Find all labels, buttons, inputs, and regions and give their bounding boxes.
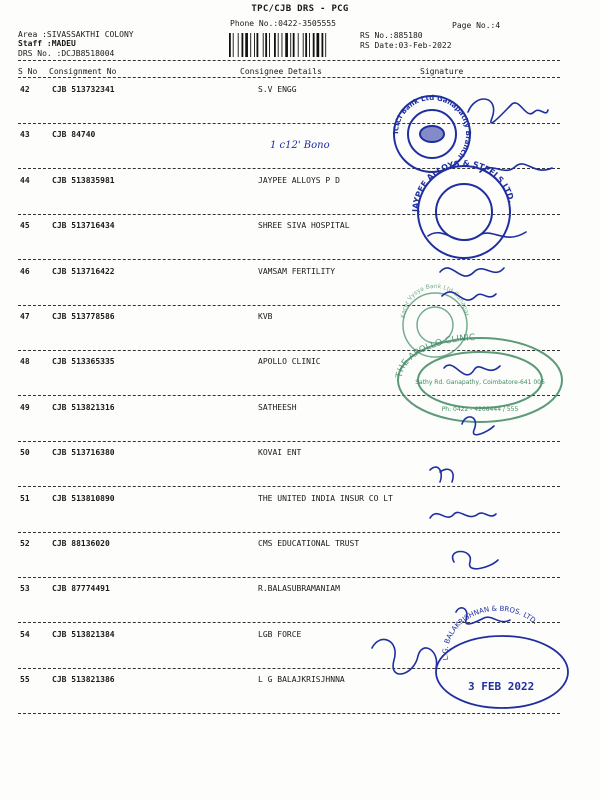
row-consignee: THE UNITED INDIA INSUR CO LT [258,494,393,503]
barcode-bar [274,33,276,57]
row-divider [18,305,560,306]
row-divider [18,123,560,124]
row-consignment-no: CJB 84740 [52,130,96,139]
handwritten-note: 1 c12' Bono [270,140,330,151]
barcode-bar [317,33,320,57]
row-consignment-no: CJB 513821316 [52,403,115,412]
table-row [0,221,600,267]
apollo-stamp-text: THE APOLLO CLINIC [394,333,476,379]
row-sno: 49 [20,403,30,412]
apollo-stamp-phone: Ph: 0422 - 4208444 / 555 [441,406,519,413]
barcode-bar [303,33,304,57]
row-consignment-no: CJB 513821386 [52,675,115,684]
row-consignment-no: CJB 87774491 [52,584,110,593]
barcode-bar [305,33,307,57]
row-consignment-no: CJB 513716434 [52,221,115,230]
table-row [0,448,600,494]
row-consignee: KOVAI ENT [258,448,302,457]
rs-date: RS Date:03-Feb-2022 [360,41,452,50]
barcode [229,33,357,57]
barcode-bar [290,33,291,57]
row-divider [18,259,560,260]
row-sno: 53 [20,584,30,593]
barcode-bar [322,33,324,57]
barcode-bar [242,33,244,57]
jaypee-stamp-text: JAYPEE ALLOYS & STEELS LTD. [410,158,516,213]
barcode-bar [265,33,267,57]
row-consignee: CMS EDUCATIONAL TRUST [258,539,360,548]
row-consignment-no: CJB 513835981 [52,176,115,185]
table-row [0,130,600,176]
header-divider [18,60,560,61]
staff-field: Staff :MADEU [18,39,76,48]
barcode-bar [245,33,248,57]
table-row [0,675,600,721]
row-sno: 47 [20,312,30,321]
row-consignee: SHREE SIVA HOSPITAL [258,221,350,230]
page-number: Page No.:4 [452,21,501,30]
row-consignment-no: CJB 513716422 [52,267,115,276]
row-consignee: APOLLO CLINIC [258,357,321,366]
row-consignee: JAYPEE ALLOYS P D [258,176,340,185]
col-header-consignment: Consignment No [49,67,117,76]
barcode-bar [278,33,279,57]
barcode-bar [309,33,310,57]
row-consignee: LGB FORCE [258,630,302,639]
row-consignment-no: CJB 513732341 [52,85,115,94]
col-header-consignee: Consignee Details [240,67,322,76]
row-sno: 52 [20,539,30,548]
table-row [0,176,600,222]
row-divider [18,214,560,215]
area-field: Area :SIVASSAKTHI COLONY [18,30,134,39]
barcode-bar [298,33,299,57]
drs-number: DRS No. :DCJB8518004 [18,49,115,58]
row-consignment-no: CJB 513821384 [52,630,115,639]
row-consignment-no: CJB 513716380 [52,448,115,457]
table-row [0,584,600,630]
row-consignment-no: CJB 88136020 [52,539,110,548]
report-title: TPC/CJB DRS - PCG [251,4,349,14]
row-divider [18,350,560,351]
row-sno: 45 [20,221,30,230]
barcode-bar [293,33,295,57]
row-sno: 46 [20,267,30,276]
table-row [0,403,600,449]
barcode-bar [238,33,239,57]
barcode-bar [313,33,315,57]
row-sno: 50 [20,448,30,457]
barcode-bar [325,33,326,57]
row-consignment-no: CJB 513778586 [52,312,115,321]
row-divider [18,622,560,623]
barcode-bar [254,33,255,57]
row-consignee: S.V ENGG [258,85,297,94]
row-divider [18,577,560,578]
barcode-bar [263,33,264,57]
apollo-stamp-address: Sathy Rd. Ganapathy, Coimbatore-641 006 [415,379,545,386]
table-row [0,494,600,540]
row-consignee: R.BALASUBRAMANIAM [258,584,340,593]
table-row [0,312,600,358]
row-divider [18,486,560,487]
rs-number: RS No.:885180 [360,31,423,40]
barcode-bar [257,33,259,57]
date-stamp: 3 FEB 2022 [468,680,535,693]
row-consignee: SATHEESH [258,403,297,412]
row-consignee: L G BALAJKRISJHNNA [258,675,345,684]
row-consignee: VAMSAM FERTILITY [258,267,336,276]
table-row [0,267,600,313]
barcode-bar [285,33,288,57]
col-header-sno: S No [18,67,38,76]
barcode-bar [250,33,251,57]
row-consignee: KVB [258,312,273,321]
row-sno: 51 [20,494,30,503]
table-row [0,539,600,585]
row-sno: 48 [20,357,30,366]
col-header-signature: Signature [420,67,464,76]
row-divider [18,441,560,442]
row-divider [18,395,560,396]
lgb-stamp-text: L.G. BALAKRISHNAN & BROS. LTD. [441,604,540,661]
row-sno: 43 [20,130,30,139]
row-divider [18,713,560,714]
row-divider [18,168,560,169]
phone-number: Phone No.:0422-3505555 [230,19,336,28]
column-header-divider [18,77,560,78]
barcode-bar [282,33,283,57]
table-row [0,85,600,131]
table-row [0,630,600,676]
barcode-bar [233,33,234,57]
kvb-stamp-text: Karur Vysya Bank Ltd Ganapat [399,282,470,319]
row-divider [18,532,560,533]
row-sno: 54 [20,630,30,639]
row-sno: 55 [20,675,30,684]
icici-stamp-text: ICICI Bank Ltd Ganapathy Branch [391,93,473,160]
barcode-bar [229,33,231,57]
barcode-bar [269,33,270,57]
row-consignment-no: CJB 513810890 [52,494,115,503]
row-divider [18,668,560,669]
row-sno: 42 [20,85,30,94]
table-row [0,357,600,403]
row-sno: 44 [20,176,30,185]
row-consignment-no: CJB 513365335 [52,357,115,366]
